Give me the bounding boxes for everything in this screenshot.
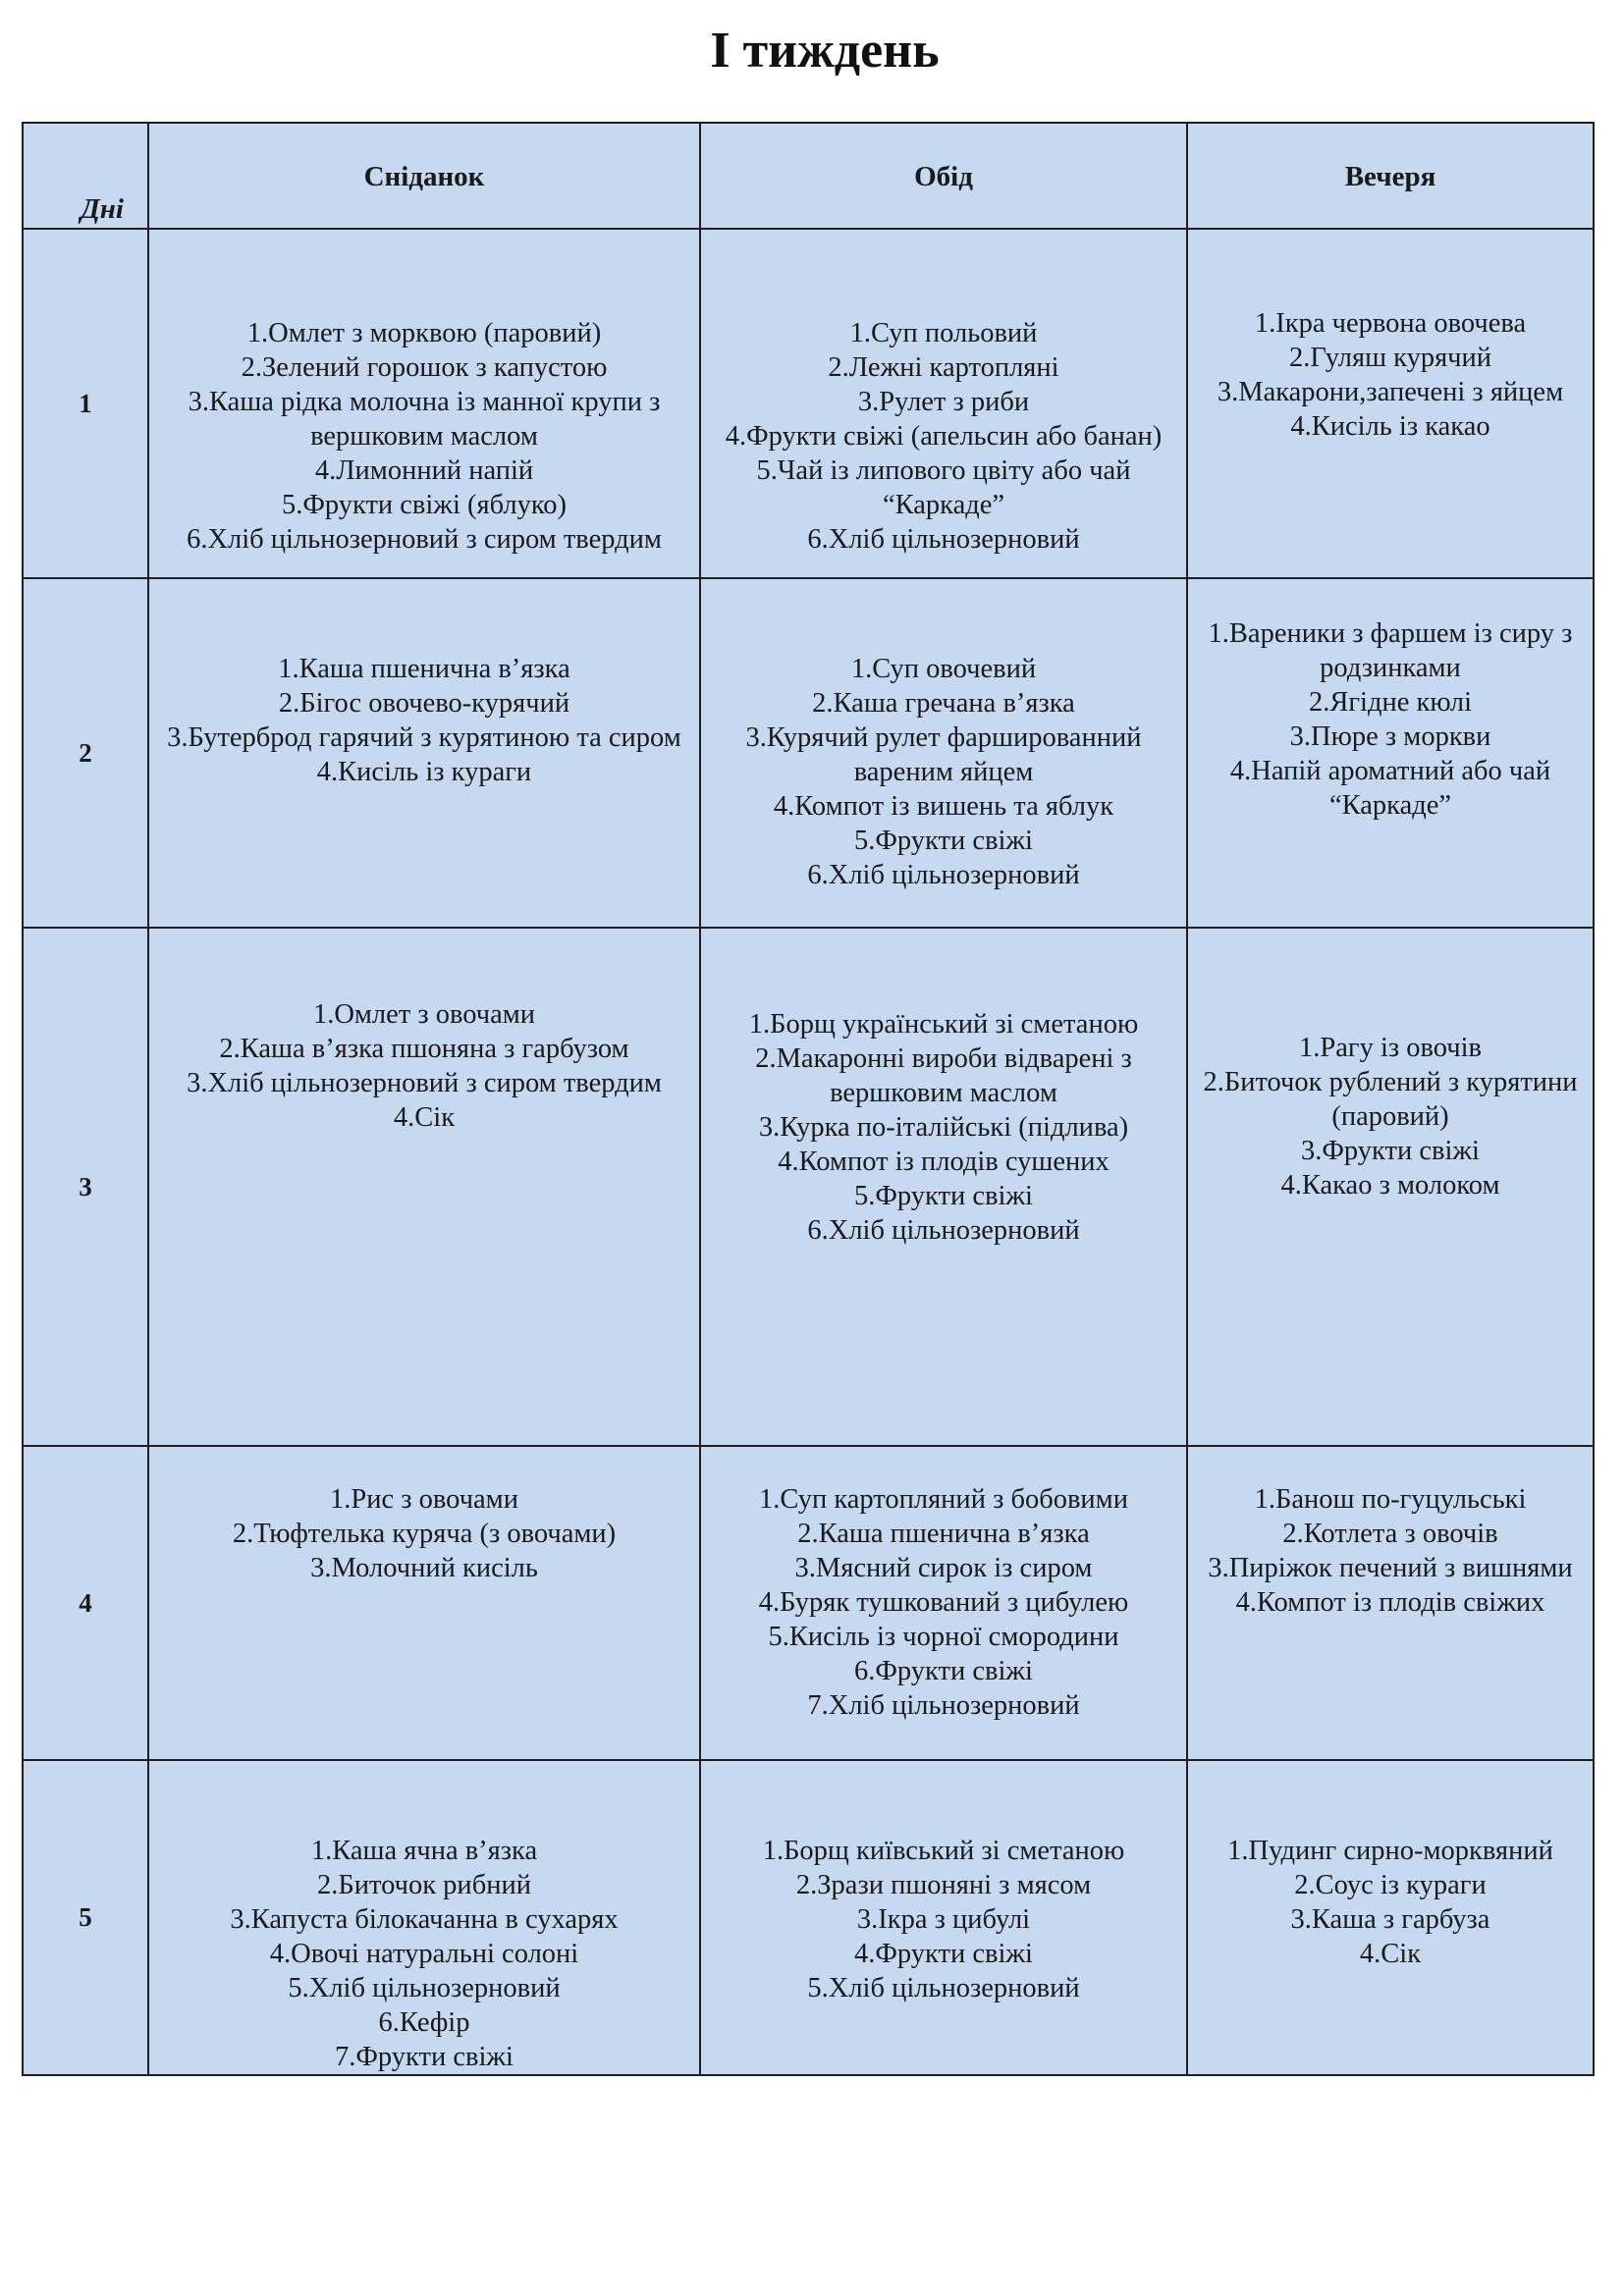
dish-item: 2.Зелений горошок з капустою [241,352,608,383]
dish-item: 2.Соус із кураги [1294,1870,1487,1900]
breakfast-cell [148,229,700,578]
dish-item: 5.Чай із липового цвіту або чай “Каркаде” [756,455,1131,520]
dish-item: 7.Фрукти свіжі [335,2042,514,2072]
dinner-cell [1187,1446,1594,1760]
dish-item: 3.Каша рідка молочна із манної крупи з вершковим маслом [188,387,661,452]
day-number: 1 [23,229,148,578]
dish-item: 3.Молочний кисіль [310,1553,538,1583]
dish-item: 5.Фрукти свіжі (яблуко) [281,490,568,520]
table-row [23,229,1594,578]
breakfast-dish-list [149,652,699,789]
day-number: 2 [23,578,148,928]
dish-item: 2.Бігос овочево-курячий [278,688,570,719]
dish-item: 3.Макарони,запечені з яйцем [1217,377,1564,407]
dish-item: 1.Суп картопляний з бобовими [759,1484,1128,1515]
dish-item: 3.Капуста білокачанна в сухарях [230,1904,619,1935]
dish-item: 2.Каша гречана в’язка [812,688,1075,719]
dish-item: 6.Хліб цільнозерновий [807,1215,1080,1246]
dish-item: 5.Фрукти свіжі [854,826,1033,856]
dish-item: 1.Омлет з морквою (паровий) [246,318,602,348]
dish-item: 4.Компот із плодів свіжих [1235,1587,1545,1618]
dish-item: 1.Рагу із овочів [1299,1033,1482,1063]
dish-item: 5.Хліб цільнозерновий [288,1973,561,2003]
header-days [23,123,148,229]
header-dinner [1187,123,1594,229]
lunch-cell [700,578,1187,928]
dish-item: 3.Бутерброд гарячий з курятиною та сиром [167,722,681,753]
dish-item: 4.Компот із плодів сушених [778,1147,1110,1177]
header-dinner-label: Вечеря [1344,161,1436,192]
table-row [23,578,1594,928]
dish-item: 1.Пудинг сирно-морквяний [1227,1836,1553,1866]
header-lunch [700,123,1187,229]
dish-item: 6.Кефір [378,2007,470,2038]
dish-item: 2.Ягідне кюлі [1308,687,1473,718]
dinner-dish-list [1188,1482,1593,1620]
dish-item: 6.Хліб цільнозерновий [807,524,1080,555]
dish-item: 1.Банош по-гуцульські [1254,1484,1527,1515]
breakfast-cell [148,928,700,1446]
dish-item: 6.Фрукти свіжі [854,1656,1033,1686]
dinner-dish-list [1188,1031,1593,1202]
breakfast-dish-list [149,316,699,557]
breakfast-cell [148,1446,700,1760]
header-lunch-label: Обід [914,161,973,192]
dish-item: 1.Суп овочевий [850,654,1037,684]
dish-item: 5.Хліб цільнозерновий [807,1973,1080,2003]
dish-item: 5.Фрукти свіжі [854,1181,1033,1211]
dish-item: 3.Каша з гарбуза [1290,1904,1490,1935]
lunch-dish-list [701,316,1186,557]
breakfast-cell [148,578,700,928]
dinner-cell [1187,1760,1594,2075]
dish-item: 2.Макаронні вироби відварені з вершковим маслом [755,1043,1132,1108]
lunch-dish-list [701,1007,1186,1248]
dish-item: 1.Каша ячна в’язка [310,1836,538,1866]
dish-item: 1.Ікра червона овочева [1254,308,1527,339]
dinner-cell [1187,229,1594,578]
breakfast-dish-list [149,997,699,1135]
lunch-dish-list [701,652,1186,892]
table-body [23,229,1594,2075]
lunch-dish-list [701,1482,1186,1723]
dish-item: 3.Курка по-італійські (підлива) [758,1112,1129,1143]
dinner-cell [1187,928,1594,1446]
breakfast-dish-list [149,1482,699,1585]
header-breakfast [148,123,700,229]
lunch-cell [700,928,1187,1446]
dish-item: 4.Овочі натуральні солоні [269,1939,579,1969]
dinner-cell [1187,578,1594,928]
dish-item: 1.Борщ український зі сметаною [748,1009,1139,1040]
dish-item: 2.Биточок рибний [317,1870,531,1900]
dish-item: 4.Буряк тушкований з цибулею [758,1587,1129,1618]
table-header-row [23,123,1594,229]
dish-item: 4.Кисіль із какао [1290,411,1490,442]
table-row [23,1760,1594,2075]
lunch-cell [700,1760,1187,2075]
dish-item: 1.Рис з овочами [330,1484,518,1515]
dish-item: 3.Курячий рулет фаршированний вареним яйцем [745,722,1142,787]
dish-item: 3.Хліб цільнозерновий з сиром твердим [187,1068,662,1098]
page-title: I тиждень [710,23,940,79]
dish-item: 1.Суп польовий [849,318,1038,348]
lunch-dish-list [701,1834,1186,2005]
table-row [23,928,1594,1446]
dish-item: 1.Каша пшенична в’язка [278,654,570,684]
dish-item: 6.Хліб цільнозерновий [807,860,1080,890]
breakfast-cell [148,1760,700,2075]
dish-item: 2.Котлета з овочів [1282,1519,1498,1549]
dish-item: 1.Борщ київський зі сметаною [762,1836,1125,1866]
dish-item: 4.Напій ароматний або чай “Каркаде” [1229,756,1551,821]
header-breakfast-label: Сніданок [363,161,485,192]
dinner-dish-list [1188,616,1593,823]
dish-item: 2.Каша пшенична в’язка [797,1519,1090,1549]
dish-item: 2.Зрази пшоняні з мясом [795,1870,1092,1900]
dish-item: 1.Омлет з овочами [312,999,536,1030]
weekly-menu-table [22,122,1595,2076]
dish-item: 2.Биточок рублений з курятини (паровий) [1203,1067,1578,1132]
dish-item: 3.Мясний сирок із сиром [794,1553,1093,1583]
dish-item: 4.Фрукти свіжі [854,1939,1033,1969]
breakfast-dish-list [149,1834,699,2074]
dish-item: 2.Тюфтелька куряча (з овочами) [232,1519,617,1549]
dish-item: 3.Рулет з риби [857,387,1030,417]
dish-item: 2.Лежні картопляні [828,352,1059,383]
dish-item: 3.Пиріжок печений з вишнями [1208,1553,1573,1583]
dish-item: 5.Кисіль із чорної смородини [768,1622,1119,1652]
dinner-dish-list [1188,1834,1593,1971]
dish-item: 4.Сік [1359,1939,1422,1969]
dish-item: 4.Сік [393,1102,456,1133]
dinner-dish-list [1188,306,1593,444]
dish-item: 3.Ікра з цибулі [856,1904,1031,1935]
table-row [23,1446,1594,1760]
dish-item: 4.Кисіль із кураги [316,757,532,787]
lunch-cell [700,229,1187,578]
lunch-cell [700,1446,1187,1760]
dish-item: 3.Пюре з моркви [1289,721,1491,752]
header-days-label: Дні [81,193,124,225]
dish-item: 4.Компот із вишень та яблук [773,791,1114,822]
dish-item: 3.Фрукти свіжі [1301,1136,1480,1166]
day-number: 5 [23,1760,148,2075]
dish-item: 2.Каша в’язка пшоняна з гарбузом [219,1034,629,1064]
dish-item: 1.Вареники з фаршем із сиру з родзинками [1208,618,1573,683]
dish-item: 6.Хліб цільнозерновий з сиром твердим [187,524,662,555]
dish-item: 4.Фрукти свіжі (апельсин або банан) [725,421,1163,452]
dish-item: 7.Хліб цільнозерновий [807,1690,1080,1721]
dish-item: 2.Гуляш курячий [1288,343,1492,373]
day-number: 4 [23,1446,148,1760]
dish-item: 4.Какао з молоком [1280,1170,1500,1201]
dish-item: 4.Лимонний напій [314,455,534,486]
day-number: 3 [23,928,148,1446]
